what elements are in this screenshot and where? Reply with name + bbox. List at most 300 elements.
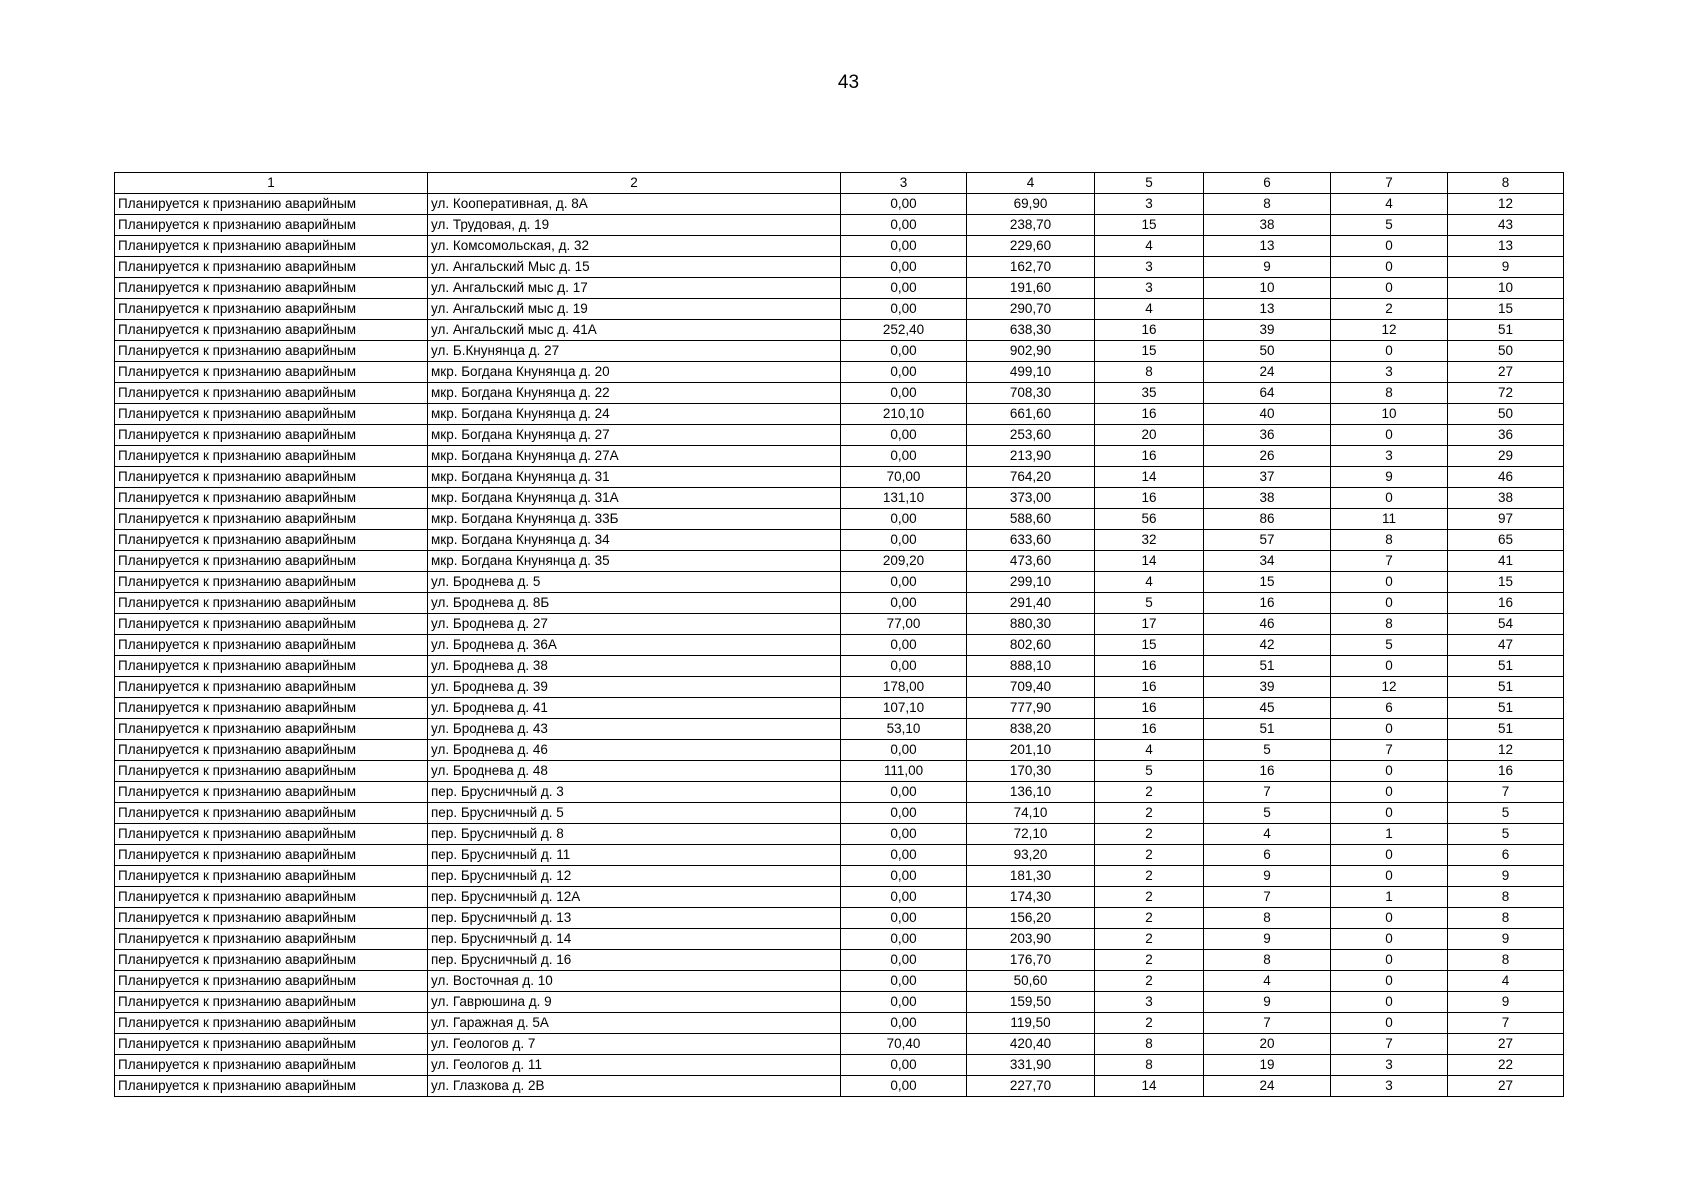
value-cell-6: 38: [1204, 488, 1331, 509]
value-cell-5: 2: [1095, 845, 1204, 866]
value-cell-3: 0,00: [841, 215, 967, 236]
value-cell-8: 7: [1448, 1013, 1564, 1034]
value-cell-4: 499,10: [967, 362, 1095, 383]
value-cell-6: 37: [1204, 467, 1331, 488]
table-row: [115, 845, 1564, 866]
value-cell-5: 16: [1095, 488, 1204, 509]
value-cell-6: 9: [1204, 866, 1331, 887]
value-cell-6: 24: [1204, 362, 1331, 383]
address-cell: ул. Гаврюшина д. 9: [428, 992, 841, 1013]
value-cell-5: 15: [1095, 215, 1204, 236]
value-cell-5: 8: [1095, 362, 1204, 383]
value-cell-7: 8: [1331, 530, 1448, 551]
value-cell-7: 0: [1331, 971, 1448, 992]
value-cell-8: 97: [1448, 509, 1564, 530]
value-cell-8: 54: [1448, 614, 1564, 635]
value-cell-5: 4: [1095, 572, 1204, 593]
value-cell-5: 8: [1095, 1034, 1204, 1055]
value-cell-6: 7: [1204, 887, 1331, 908]
value-cell-6: 38: [1204, 215, 1331, 236]
table-row: [115, 719, 1564, 740]
status-cell: Планируется к признанию аварийным: [115, 278, 428, 299]
table-body: [115, 194, 1564, 1097]
value-cell-3: 0,00: [841, 299, 967, 320]
value-cell-8: 13: [1448, 236, 1564, 257]
address-cell: мкр. Богдана Кнунянца д. 34: [428, 530, 841, 551]
value-cell-5: 5: [1095, 593, 1204, 614]
table-row: [115, 404, 1564, 425]
value-cell-4: 633,60: [967, 530, 1095, 551]
table-row: [115, 761, 1564, 782]
value-cell-4: 299,10: [967, 572, 1095, 593]
table-row: [115, 194, 1564, 215]
value-cell-5: 20: [1095, 425, 1204, 446]
value-cell-7: 12: [1331, 677, 1448, 698]
value-cell-5: 15: [1095, 341, 1204, 362]
value-cell-6: 7: [1204, 782, 1331, 803]
value-cell-3: 0,00: [841, 194, 967, 215]
value-cell-8: 16: [1448, 593, 1564, 614]
table-row: [115, 446, 1564, 467]
value-cell-4: 661,60: [967, 404, 1095, 425]
value-cell-8: 51: [1448, 698, 1564, 719]
value-cell-6: 15: [1204, 572, 1331, 593]
column-header: 2: [428, 173, 841, 194]
value-cell-5: 14: [1095, 467, 1204, 488]
value-cell-6: 4: [1204, 971, 1331, 992]
value-cell-6: 64: [1204, 383, 1331, 404]
value-cell-7: 5: [1331, 635, 1448, 656]
address-cell: пер. Брусничный д. 12А: [428, 887, 841, 908]
value-cell-7: 1: [1331, 887, 1448, 908]
value-cell-7: 0: [1331, 593, 1448, 614]
status-cell: Планируется к признанию аварийным: [115, 950, 428, 971]
value-cell-8: 50: [1448, 341, 1564, 362]
value-cell-4: 162,70: [967, 257, 1095, 278]
value-cell-5: 14: [1095, 551, 1204, 572]
value-cell-5: 2: [1095, 971, 1204, 992]
value-cell-3: 252,40: [841, 320, 967, 341]
value-cell-6: 13: [1204, 236, 1331, 257]
value-cell-3: 107,10: [841, 698, 967, 719]
value-cell-8: 9: [1448, 992, 1564, 1013]
table-row: [115, 341, 1564, 362]
table-row: [115, 614, 1564, 635]
status-cell: Планируется к признанию аварийным: [115, 383, 428, 404]
address-cell: ул. Глазкова д. 2В: [428, 1076, 841, 1097]
address-cell: ул. Броднева д. 43: [428, 719, 841, 740]
status-cell: Планируется к признанию аварийным: [115, 866, 428, 887]
status-cell: Планируется к признанию аварийным: [115, 887, 428, 908]
value-cell-3: 0,00: [841, 236, 967, 257]
value-cell-5: 3: [1095, 992, 1204, 1013]
value-cell-8: 51: [1448, 719, 1564, 740]
address-cell: мкр. Богдана Кнунянца д. 27: [428, 425, 841, 446]
value-cell-7: 0: [1331, 929, 1448, 950]
value-cell-8: 22: [1448, 1055, 1564, 1076]
value-cell-5: 16: [1095, 677, 1204, 698]
value-cell-3: 210,10: [841, 404, 967, 425]
value-cell-4: 709,40: [967, 677, 1095, 698]
value-cell-8: 15: [1448, 572, 1564, 593]
table-row: [115, 971, 1564, 992]
value-cell-6: 5: [1204, 803, 1331, 824]
value-cell-8: 43: [1448, 215, 1564, 236]
value-cell-3: 178,00: [841, 677, 967, 698]
address-cell: ул. Броднева д. 27: [428, 614, 841, 635]
address-cell: ул. Гаражная д. 5А: [428, 1013, 841, 1034]
status-cell: Планируется к признанию аварийным: [115, 929, 428, 950]
value-cell-4: 72,10: [967, 824, 1095, 845]
value-cell-8: 51: [1448, 677, 1564, 698]
value-cell-3: 0,00: [841, 383, 967, 404]
status-cell: Планируется к признанию аварийным: [115, 803, 428, 824]
value-cell-4: 880,30: [967, 614, 1095, 635]
value-cell-4: 201,10: [967, 740, 1095, 761]
value-cell-5: 2: [1095, 866, 1204, 887]
address-cell: мкр. Богдана Кнунянца д. 22: [428, 383, 841, 404]
table-row: [115, 236, 1564, 257]
value-cell-6: 40: [1204, 404, 1331, 425]
value-cell-8: 8: [1448, 908, 1564, 929]
value-cell-8: 8: [1448, 887, 1564, 908]
value-cell-4: 229,60: [967, 236, 1095, 257]
value-cell-7: 0: [1331, 425, 1448, 446]
value-cell-5: 32: [1095, 530, 1204, 551]
address-cell: мкр. Богдана Кнунянца д. 31: [428, 467, 841, 488]
table-row: [115, 257, 1564, 278]
value-cell-4: 902,90: [967, 341, 1095, 362]
table-row: [115, 425, 1564, 446]
value-cell-4: 69,90: [967, 194, 1095, 215]
status-cell: Планируется к признанию аварийным: [115, 194, 428, 215]
table-row: [115, 950, 1564, 971]
address-cell: пер. Брусничный д. 8: [428, 824, 841, 845]
value-cell-5: 2: [1095, 950, 1204, 971]
value-cell-5: 3: [1095, 257, 1204, 278]
table-row: [115, 509, 1564, 530]
value-cell-8: 27: [1448, 362, 1564, 383]
value-cell-4: 119,50: [967, 1013, 1095, 1034]
status-cell: Планируется к признанию аварийным: [115, 1034, 428, 1055]
table-row: [115, 299, 1564, 320]
value-cell-3: 0,00: [841, 572, 967, 593]
value-cell-4: 473,60: [967, 551, 1095, 572]
address-cell: мкр. Богдана Кнунянца д. 31А: [428, 488, 841, 509]
value-cell-4: 253,60: [967, 425, 1095, 446]
value-cell-4: 176,70: [967, 950, 1095, 971]
table-row: [115, 383, 1564, 404]
status-cell: Планируется к признанию аварийным: [115, 656, 428, 677]
value-cell-8: 9: [1448, 257, 1564, 278]
value-cell-4: 181,30: [967, 866, 1095, 887]
table-row: [115, 362, 1564, 383]
status-cell: Планируется к признанию аварийным: [115, 719, 428, 740]
value-cell-4: 170,30: [967, 761, 1095, 782]
value-cell-3: 70,00: [841, 467, 967, 488]
value-cell-3: 0,00: [841, 341, 967, 362]
address-cell: ул. Броднева д. 36А: [428, 635, 841, 656]
status-cell: Планируется к признанию аварийным: [115, 677, 428, 698]
value-cell-6: 8: [1204, 950, 1331, 971]
address-cell: ул. Ангальский мыс д. 41А: [428, 320, 841, 341]
status-cell: Планируется к признанию аварийным: [115, 362, 428, 383]
column-header: 7: [1331, 173, 1448, 194]
value-cell-7: 10: [1331, 404, 1448, 425]
status-cell: Планируется к признанию аварийным: [115, 1076, 428, 1097]
table-row: [115, 887, 1564, 908]
value-cell-5: 2: [1095, 1013, 1204, 1034]
value-cell-5: 16: [1095, 446, 1204, 467]
value-cell-5: 2: [1095, 908, 1204, 929]
table-row: [115, 782, 1564, 803]
address-cell: ул. Броднева д. 39: [428, 677, 841, 698]
table-row: [115, 635, 1564, 656]
value-cell-3: 0,00: [841, 278, 967, 299]
value-cell-5: 8: [1095, 1055, 1204, 1076]
value-cell-4: 777,90: [967, 698, 1095, 719]
value-cell-5: 16: [1095, 320, 1204, 341]
address-cell: пер. Брусничный д. 12: [428, 866, 841, 887]
value-cell-3: 77,00: [841, 614, 967, 635]
value-cell-4: 159,50: [967, 992, 1095, 1013]
address-cell: пер. Брусничный д. 5: [428, 803, 841, 824]
table-row: [115, 572, 1564, 593]
value-cell-8: 50: [1448, 404, 1564, 425]
value-cell-7: 4: [1331, 194, 1448, 215]
status-cell: Планируется к признанию аварийным: [115, 698, 428, 719]
value-cell-7: 3: [1331, 446, 1448, 467]
value-cell-7: 7: [1331, 1034, 1448, 1055]
table-row: [115, 803, 1564, 824]
value-cell-7: 0: [1331, 761, 1448, 782]
value-cell-4: 588,60: [967, 509, 1095, 530]
value-cell-7: 0: [1331, 257, 1448, 278]
value-cell-7: 3: [1331, 1076, 1448, 1097]
value-cell-3: 0,00: [841, 425, 967, 446]
status-cell: Планируется к признанию аварийным: [115, 509, 428, 530]
value-cell-5: 4: [1095, 740, 1204, 761]
value-cell-6: 42: [1204, 635, 1331, 656]
value-cell-6: 50: [1204, 341, 1331, 362]
value-cell-6: 10: [1204, 278, 1331, 299]
value-cell-5: 2: [1095, 803, 1204, 824]
address-cell: ул. Броднева д. 41: [428, 698, 841, 719]
value-cell-6: 16: [1204, 593, 1331, 614]
status-cell: Планируется к признанию аварийным: [115, 488, 428, 509]
value-cell-5: 2: [1095, 929, 1204, 950]
value-cell-3: 0,00: [841, 824, 967, 845]
value-cell-5: 14: [1095, 1076, 1204, 1097]
value-cell-5: 56: [1095, 509, 1204, 530]
value-cell-3: 0,00: [841, 950, 967, 971]
address-cell: мкр. Богдана Кнунянца д. 35: [428, 551, 841, 572]
value-cell-3: 0,00: [841, 740, 967, 761]
address-cell: ул. Ангальский мыс д. 17: [428, 278, 841, 299]
address-cell: ул. Ангальский мыс д. 19: [428, 299, 841, 320]
value-cell-3: 0,00: [841, 845, 967, 866]
address-cell: ул. Трудовая, д. 19: [428, 215, 841, 236]
value-cell-7: 3: [1331, 362, 1448, 383]
address-cell: ул. Кооперативная, д. 8А: [428, 194, 841, 215]
value-cell-3: 111,00: [841, 761, 967, 782]
value-cell-7: 0: [1331, 950, 1448, 971]
value-cell-7: 9: [1331, 467, 1448, 488]
address-cell: ул. Броднева д. 5: [428, 572, 841, 593]
value-cell-6: 46: [1204, 614, 1331, 635]
value-cell-7: 3: [1331, 1055, 1448, 1076]
address-cell: ул. Броднева д. 8Б: [428, 593, 841, 614]
status-cell: Планируется к признанию аварийным: [115, 971, 428, 992]
table-row: [115, 866, 1564, 887]
table-row: [115, 656, 1564, 677]
value-cell-4: 331,90: [967, 1055, 1095, 1076]
value-cell-6: 51: [1204, 656, 1331, 677]
value-cell-6: 6: [1204, 845, 1331, 866]
status-cell: Планируется к признанию аварийным: [115, 446, 428, 467]
value-cell-5: 16: [1095, 656, 1204, 677]
value-cell-7: 0: [1331, 278, 1448, 299]
value-cell-8: 10: [1448, 278, 1564, 299]
value-cell-6: 5: [1204, 740, 1331, 761]
column-header: 8: [1448, 173, 1564, 194]
status-cell: Планируется к признанию аварийным: [115, 761, 428, 782]
value-cell-6: 8: [1204, 908, 1331, 929]
value-cell-6: 7: [1204, 1013, 1331, 1034]
status-cell: Планируется к признанию аварийным: [115, 236, 428, 257]
address-cell: мкр. Богдана Кнунянца д. 27А: [428, 446, 841, 467]
value-cell-5: 15: [1095, 635, 1204, 656]
value-cell-7: 0: [1331, 992, 1448, 1013]
value-cell-7: 0: [1331, 1013, 1448, 1034]
value-cell-6: 9: [1204, 929, 1331, 950]
value-cell-4: 888,10: [967, 656, 1095, 677]
address-cell: пер. Брусничный д. 16: [428, 950, 841, 971]
value-cell-8: 15: [1448, 299, 1564, 320]
table-row: [115, 320, 1564, 341]
value-cell-4: 93,20: [967, 845, 1095, 866]
status-cell: Планируется к признанию аварийным: [115, 1013, 428, 1034]
status-cell: Планируется к признанию аварийным: [115, 740, 428, 761]
value-cell-7: 12: [1331, 320, 1448, 341]
value-cell-4: 373,00: [967, 488, 1095, 509]
value-cell-8: 65: [1448, 530, 1564, 551]
value-cell-7: 0: [1331, 719, 1448, 740]
value-cell-5: 2: [1095, 824, 1204, 845]
value-cell-5: 17: [1095, 614, 1204, 635]
value-cell-8: 4: [1448, 971, 1564, 992]
value-cell-4: 156,20: [967, 908, 1095, 929]
column-header: 6: [1204, 173, 1331, 194]
value-cell-6: 86: [1204, 509, 1331, 530]
value-cell-4: 838,20: [967, 719, 1095, 740]
value-cell-8: 29: [1448, 446, 1564, 467]
value-cell-3: 0,00: [841, 509, 967, 530]
table-row: [115, 1055, 1564, 1076]
status-cell: Планируется к признанию аварийным: [115, 425, 428, 446]
status-cell: Планируется к признанию аварийным: [115, 341, 428, 362]
value-cell-7: 0: [1331, 782, 1448, 803]
value-cell-5: 16: [1095, 698, 1204, 719]
value-cell-7: 0: [1331, 572, 1448, 593]
value-cell-3: 209,20: [841, 551, 967, 572]
address-cell: ул. Ангальский Мыс д. 15: [428, 257, 841, 278]
value-cell-6: 26: [1204, 446, 1331, 467]
value-cell-8: 72: [1448, 383, 1564, 404]
address-cell: мкр. Богдана Кнунянца д. 24: [428, 404, 841, 425]
value-cell-7: 0: [1331, 803, 1448, 824]
value-cell-3: 0,00: [841, 887, 967, 908]
table-row: [115, 1013, 1564, 1034]
value-cell-4: 290,70: [967, 299, 1095, 320]
column-header: 5: [1095, 173, 1204, 194]
value-cell-7: 8: [1331, 383, 1448, 404]
address-cell: ул. Восточная д. 10: [428, 971, 841, 992]
status-cell: Планируется к признанию аварийным: [115, 404, 428, 425]
value-cell-3: 0,00: [841, 971, 967, 992]
value-cell-8: 46: [1448, 467, 1564, 488]
value-cell-3: 0,00: [841, 593, 967, 614]
value-cell-3: 0,00: [841, 530, 967, 551]
value-cell-5: 4: [1095, 236, 1204, 257]
value-cell-5: 3: [1095, 194, 1204, 215]
value-cell-6: 51: [1204, 719, 1331, 740]
value-cell-7: 11: [1331, 509, 1448, 530]
value-cell-5: 2: [1095, 782, 1204, 803]
value-cell-8: 8: [1448, 950, 1564, 971]
value-cell-6: 39: [1204, 320, 1331, 341]
value-cell-7: 7: [1331, 551, 1448, 572]
status-cell: Планируется к признанию аварийным: [115, 530, 428, 551]
value-cell-5: 16: [1095, 719, 1204, 740]
value-cell-8: 12: [1448, 194, 1564, 215]
value-cell-4: 802,60: [967, 635, 1095, 656]
value-cell-4: 227,70: [967, 1076, 1095, 1097]
status-cell: Планируется к признанию аварийным: [115, 635, 428, 656]
table-row: [115, 278, 1564, 299]
value-cell-6: 19: [1204, 1055, 1331, 1076]
value-cell-7: 7: [1331, 740, 1448, 761]
status-cell: Планируется к признанию аварийным: [115, 593, 428, 614]
table-row: [115, 530, 1564, 551]
table-row: [115, 467, 1564, 488]
address-cell: ул. Броднева д. 46: [428, 740, 841, 761]
value-cell-3: 70,40: [841, 1034, 967, 1055]
value-cell-8: 5: [1448, 803, 1564, 824]
table-row: [115, 1076, 1564, 1097]
table-row: [115, 215, 1564, 236]
table-row: [115, 824, 1564, 845]
table-header-row: [115, 173, 1564, 194]
value-cell-6: 9: [1204, 257, 1331, 278]
address-cell: ул. Б.Кнунянца д. 27: [428, 341, 841, 362]
table-row: [115, 488, 1564, 509]
address-cell: ул. Комсомольская, д. 32: [428, 236, 841, 257]
column-header: 1: [115, 173, 428, 194]
value-cell-5: 35: [1095, 383, 1204, 404]
page-number: 43: [837, 72, 860, 93]
column-header: 4: [967, 173, 1095, 194]
value-cell-8: 27: [1448, 1034, 1564, 1055]
value-cell-6: 34: [1204, 551, 1331, 572]
status-cell: Планируется к признанию аварийным: [115, 992, 428, 1013]
status-cell: Планируется к признанию аварийным: [115, 782, 428, 803]
value-cell-4: 213,90: [967, 446, 1095, 467]
table-row: [115, 992, 1564, 1013]
value-cell-8: 9: [1448, 929, 1564, 950]
value-cell-4: 191,60: [967, 278, 1095, 299]
value-cell-5: 5: [1095, 761, 1204, 782]
